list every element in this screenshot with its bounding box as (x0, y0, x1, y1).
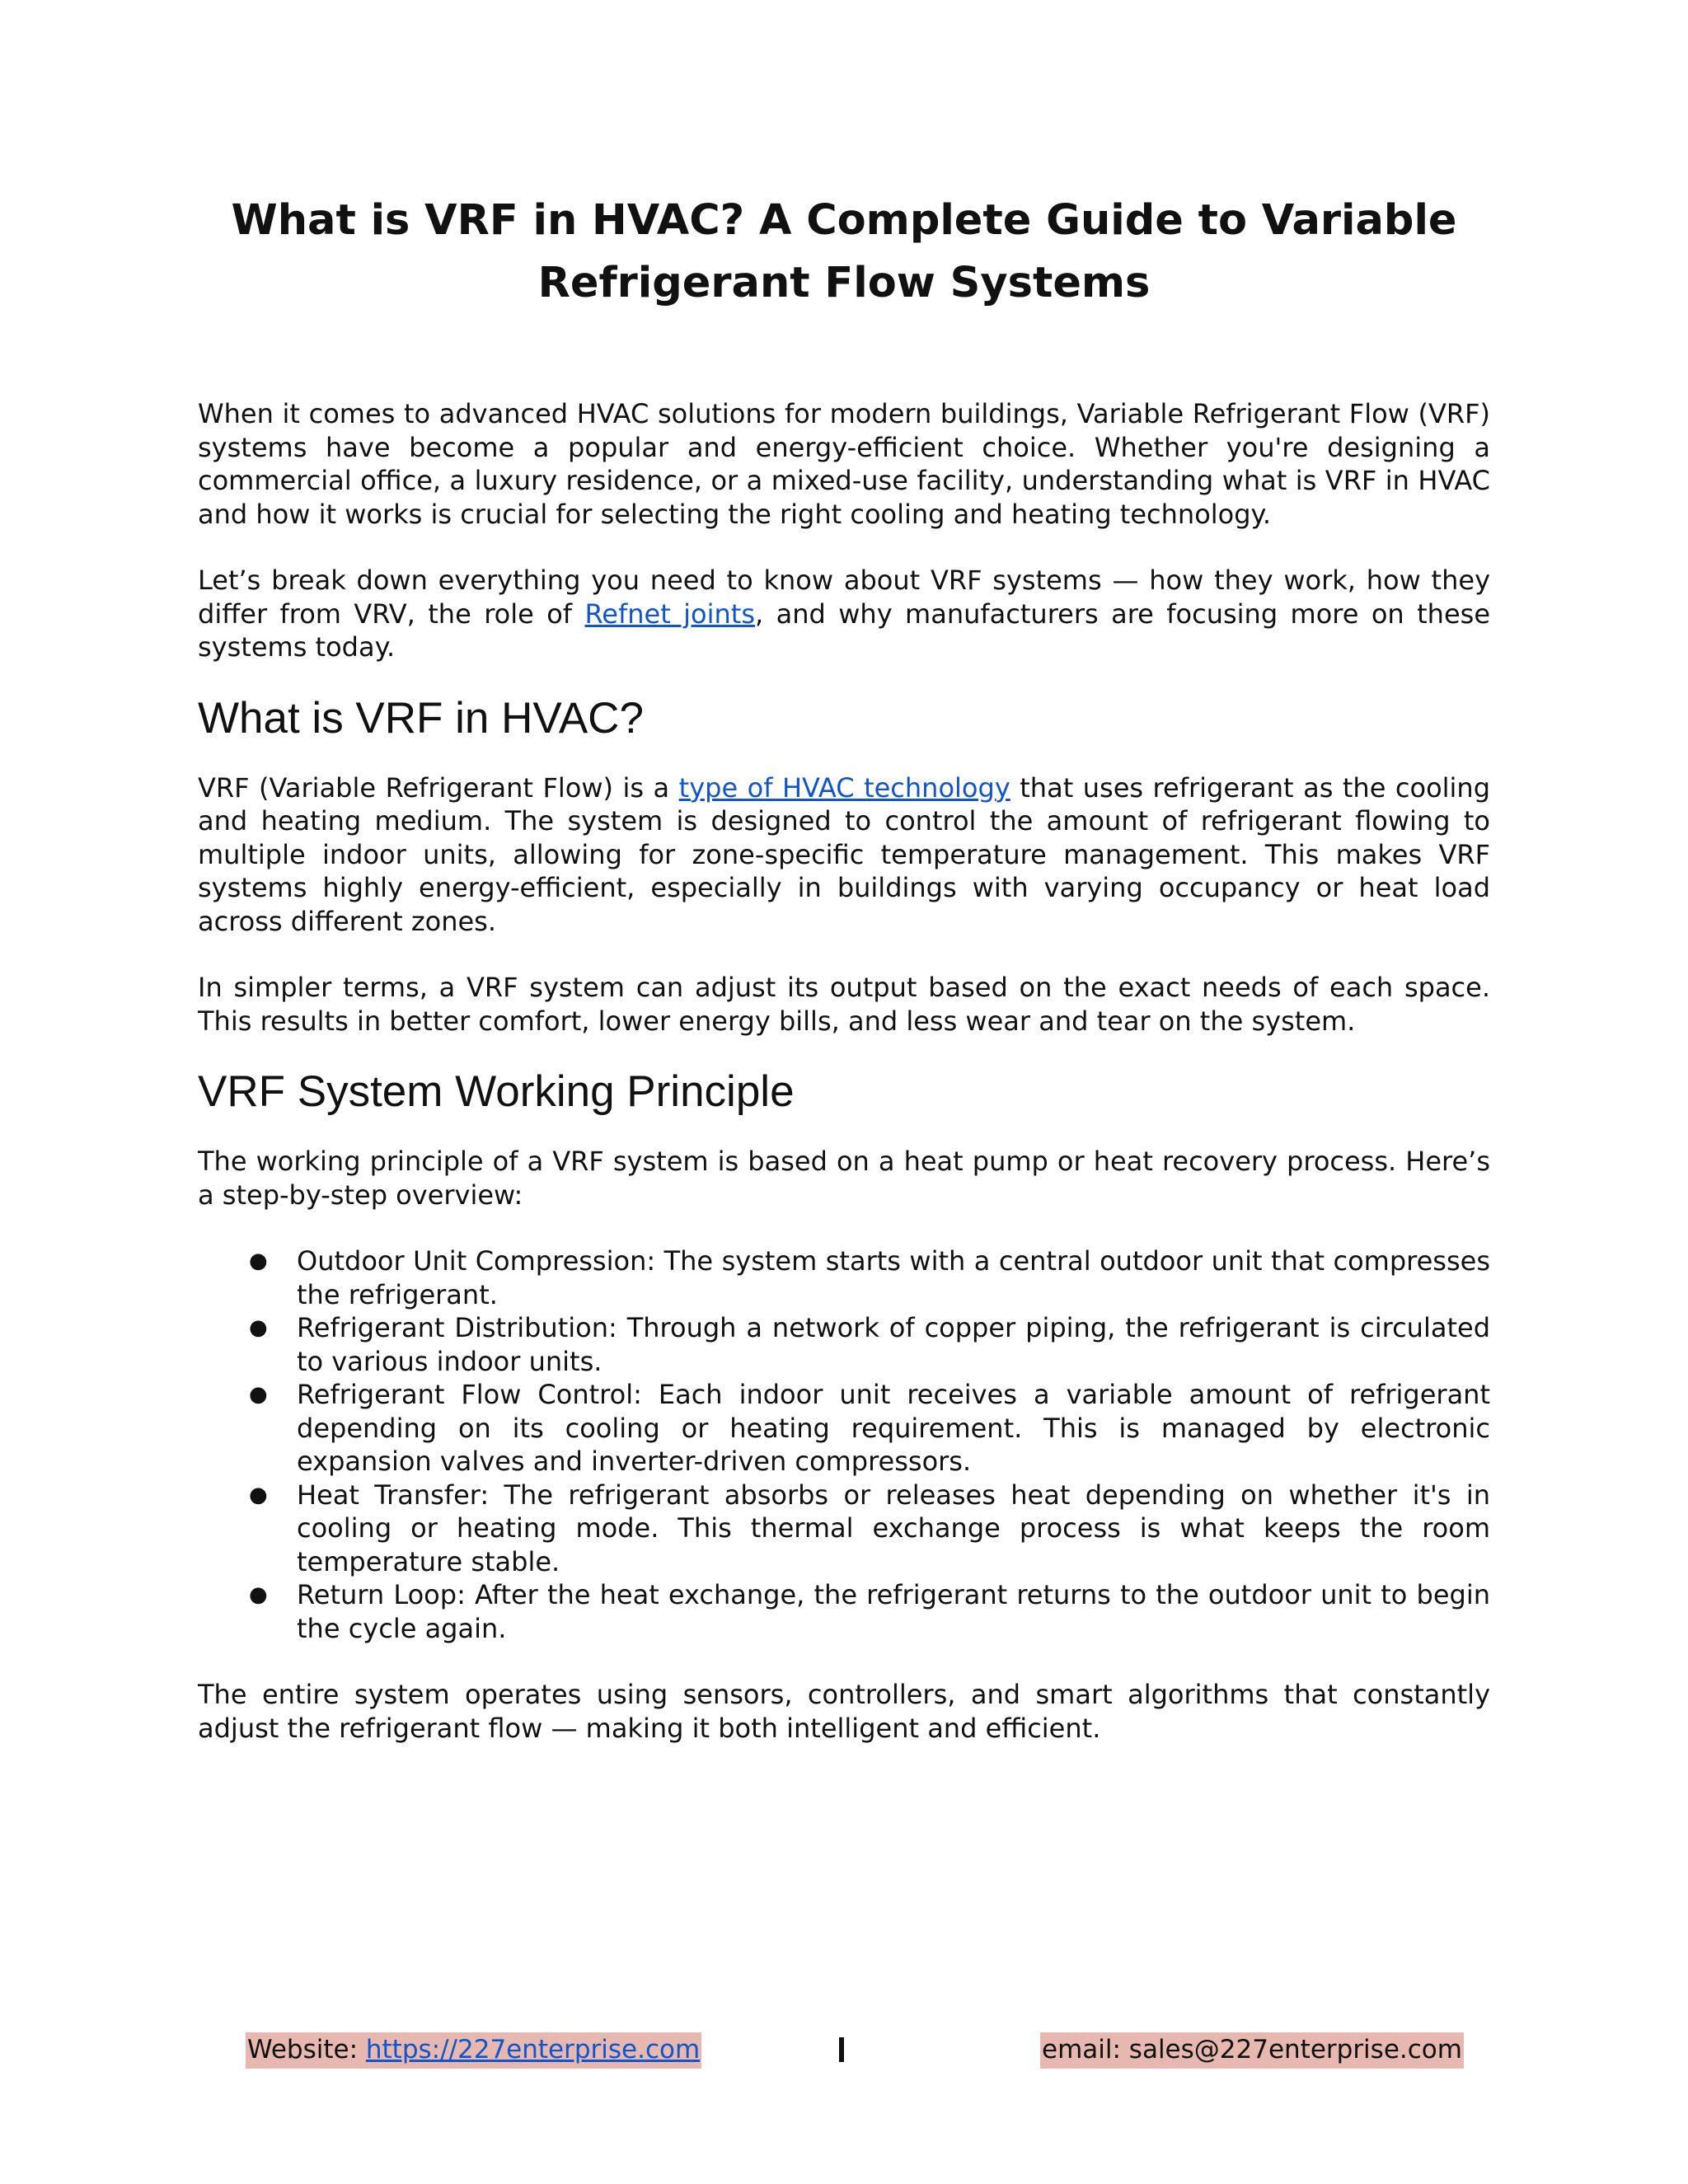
bullet-icon: ● (249, 1482, 268, 1507)
section-heading-what-is-vrf: What is VRF in HVAC? (198, 693, 644, 743)
hvac-technology-link[interactable]: type of HVAC technology (678, 771, 1010, 804)
section-heading-working-principle: VRF System Working Principle (198, 1067, 795, 1116)
bullet-icon: ● (249, 1382, 268, 1407)
section1-paragraph-1-text-end: that uses refrigerant as the cooling and heating medium. The system is designed to control the amount of refrigerant flowing to multiple indoor units, allowing for zone-specific temperature management. This makes VRF systems highly energy-efficient, especially in buildings with varying occupancy or heat load across different zones. (198, 771, 1491, 937)
list-item-text: Heat Transfer: The refrigerant absorbs or releases heat depending on whether it's in cooling or heating mode. This thermal exchange process is what keeps the room temperature stable. (297, 1479, 1490, 1577)
page-title: What is VRF in HVAC? A Complete Guide to Variable Refrigerant Flow Systems (231, 196, 1457, 307)
refnet-joints-link[interactable]: Refnet joints (584, 598, 756, 630)
intro-paragraph-1: When it comes to advanced HVAC solutions for modern buildings, Variable Refrigerant Flow (VRF) systems have become a popular and energy-efficient choice. Whether you're designing a commercial office, a luxury residence, or a mixed-use facility, understanding what is VRF in HVAC and how it works is crucial for selecting the right cooling and heating technology. (198, 398, 1490, 530)
page-footer (0, 2032, 1688, 2070)
list-item-text: Return Loop: After the heat exchange, the refrigerant returns to the outdoor unit to begin the cycle again. (297, 1579, 1490, 1644)
list-item (198, 1578, 1490, 1645)
intro-paragraph-2-text-start: Let’s break down everything you need to know about VRF systems — how they work, how they differ from VRV, the role of (198, 565, 1490, 630)
section2-paragraph-1: The working principle of a VRF system is based on a heat pump or heat recovery process. Here’s a step-by-step overview: (198, 1146, 1490, 1211)
list-item (198, 1311, 1490, 1378)
footer-separator (839, 2037, 844, 2062)
list-item (198, 1378, 1490, 1479)
list-item-text: Outdoor Unit Compression: The system starts with a central outdoor unit that compresses the refrigerant. (297, 1245, 1490, 1310)
footer-website (246, 2032, 701, 2069)
website-link[interactable]: https://227enterprise.com (365, 2035, 701, 2064)
steps-list (198, 1244, 1490, 1645)
list-item-text: Refrigerant Distribution: Through a network of copper piping, the refrigerant is circulated to various indoor units. (297, 1312, 1490, 1377)
intro-paragraph-2-text-end: , and why manufacturers are focusing more on these systems today. (198, 598, 1491, 663)
section1-paragraph-1 (198, 771, 1490, 939)
bullet-icon: ● (249, 1582, 268, 1607)
list-item (198, 1479, 1490, 1579)
bullet-icon: ● (249, 1249, 268, 1273)
section1-paragraph-2: In simpler terms, a VRF system can adjust its output based on the exact needs of each space. This results in better comfort, lower energy bills, and less wear and tear on the system. (198, 972, 1490, 1037)
footer-email: email: sales@227enterprise.com (1040, 2032, 1464, 2069)
list-item-text: Refrigerant Flow Control: Each indoor unit receives a variable amount of refrigerant depending on its cooling or heating requirement. This is managed by electronic expansion valves and inverter-driven compressors. (297, 1379, 1490, 1477)
intro-paragraph-2 (198, 564, 1490, 664)
document-page (198, 190, 1490, 1745)
section2-paragraph-2: The entire system operates using sensors, controllers, and smart algorithms that constantly adjust the refrigerant flow — making it both intelligent and efficient. (198, 1679, 1490, 1744)
bullet-icon: ● (249, 1315, 268, 1340)
footer-website-label: Website: (247, 2035, 366, 2064)
section1-paragraph-1-text-start: VRF (Variable Refrigerant Flow) is a (198, 771, 679, 804)
list-item (198, 1244, 1490, 1311)
